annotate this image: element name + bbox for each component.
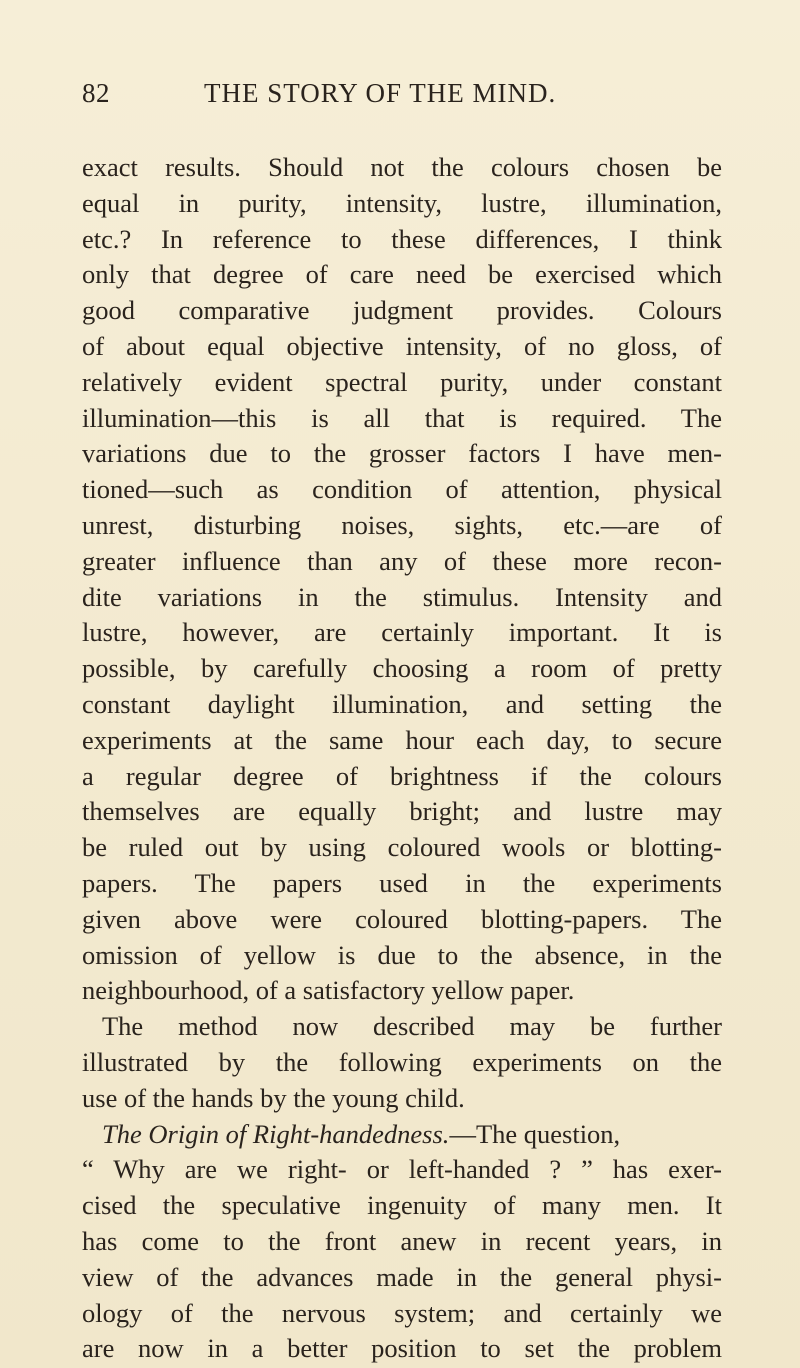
- text-line: only that degree of care need be exercised which: [82, 259, 722, 290]
- text-line: unrest, disturbing noises, sights, etc.—are of: [82, 509, 722, 540]
- text-line: greater influence than any of these more recon-: [82, 545, 722, 576]
- section-heading: The Origin of Right-handedness.: [102, 1118, 450, 1149]
- text-line: tioned—such as condition of attention, physical: [82, 474, 722, 505]
- text-line: good comparative judgment provides. Colours: [82, 295, 722, 326]
- text-line: ology of the nervous system; and certainly we: [82, 1297, 722, 1328]
- text-line: equal in purity, intensity, lustre, illumination,: [82, 187, 722, 218]
- text-line: The method now described may be further: [102, 1011, 722, 1042]
- text-line: variations due to the grosser factors I have men-: [82, 438, 722, 469]
- text-line: experiments at the same hour each day, to secure: [82, 724, 722, 755]
- text-line: lustre, however, are certainly important. It is: [82, 617, 722, 648]
- text-line: illumination—this is all that is required. The: [82, 402, 722, 433]
- text-line: a regular degree of brightness if the colours: [82, 760, 722, 791]
- section-heading-continuation: —The question,: [449, 1118, 621, 1149]
- page-number: 82: [82, 78, 110, 108]
- text-line: relatively evident spectral purity, under constant: [82, 366, 722, 397]
- text-line: view of the advances made in the general physi-: [82, 1261, 722, 1292]
- text-line: themselves are equally bright; and lustre may: [82, 796, 722, 827]
- text-line: illustrated by the following experiments on the: [82, 1046, 722, 1077]
- page-header: [82, 78, 722, 112]
- text-line: of about equal objective intensity, of no gloss, of: [82, 330, 722, 361]
- text-line: given above were coloured blotting-papers. The: [82, 903, 722, 934]
- text-line: omission of yellow is due to the absence, in the: [82, 939, 722, 970]
- text-line: dite variations in the stimulus. Intensity and: [82, 581, 722, 612]
- text-line: neighbourhood, of a satisfactory yellow paper.: [82, 975, 575, 1006]
- text-line: use of the hands by the young child.: [82, 1082, 465, 1113]
- text-line: “ Why are we right- or left-handed ? ” has exer-: [82, 1154, 722, 1185]
- text-line: be ruled out by using coloured wools or blotting-: [82, 832, 722, 863]
- text-line: possible, by carefully choosing a room of pretty: [82, 653, 722, 684]
- text-line: papers. The papers used in the experiments: [82, 867, 722, 898]
- running-head: THE STORY OF THE MIND.: [204, 78, 557, 108]
- text-line: has come to the front anew in recent years, in: [82, 1225, 722, 1256]
- section-heading-line: [82, 1117, 722, 1153]
- text-line: etc.? In reference to these differences, I think: [82, 223, 722, 254]
- body-text: [82, 150, 722, 1367]
- text-line: exact results. Should not the colours chosen be: [82, 152, 722, 182]
- text-line: are now in a better position to set the problem: [82, 1333, 722, 1364]
- text-line: cised the speculative ingenuity of many men. It: [82, 1190, 722, 1221]
- text-line: constant daylight illumination, and setting the: [82, 688, 722, 719]
